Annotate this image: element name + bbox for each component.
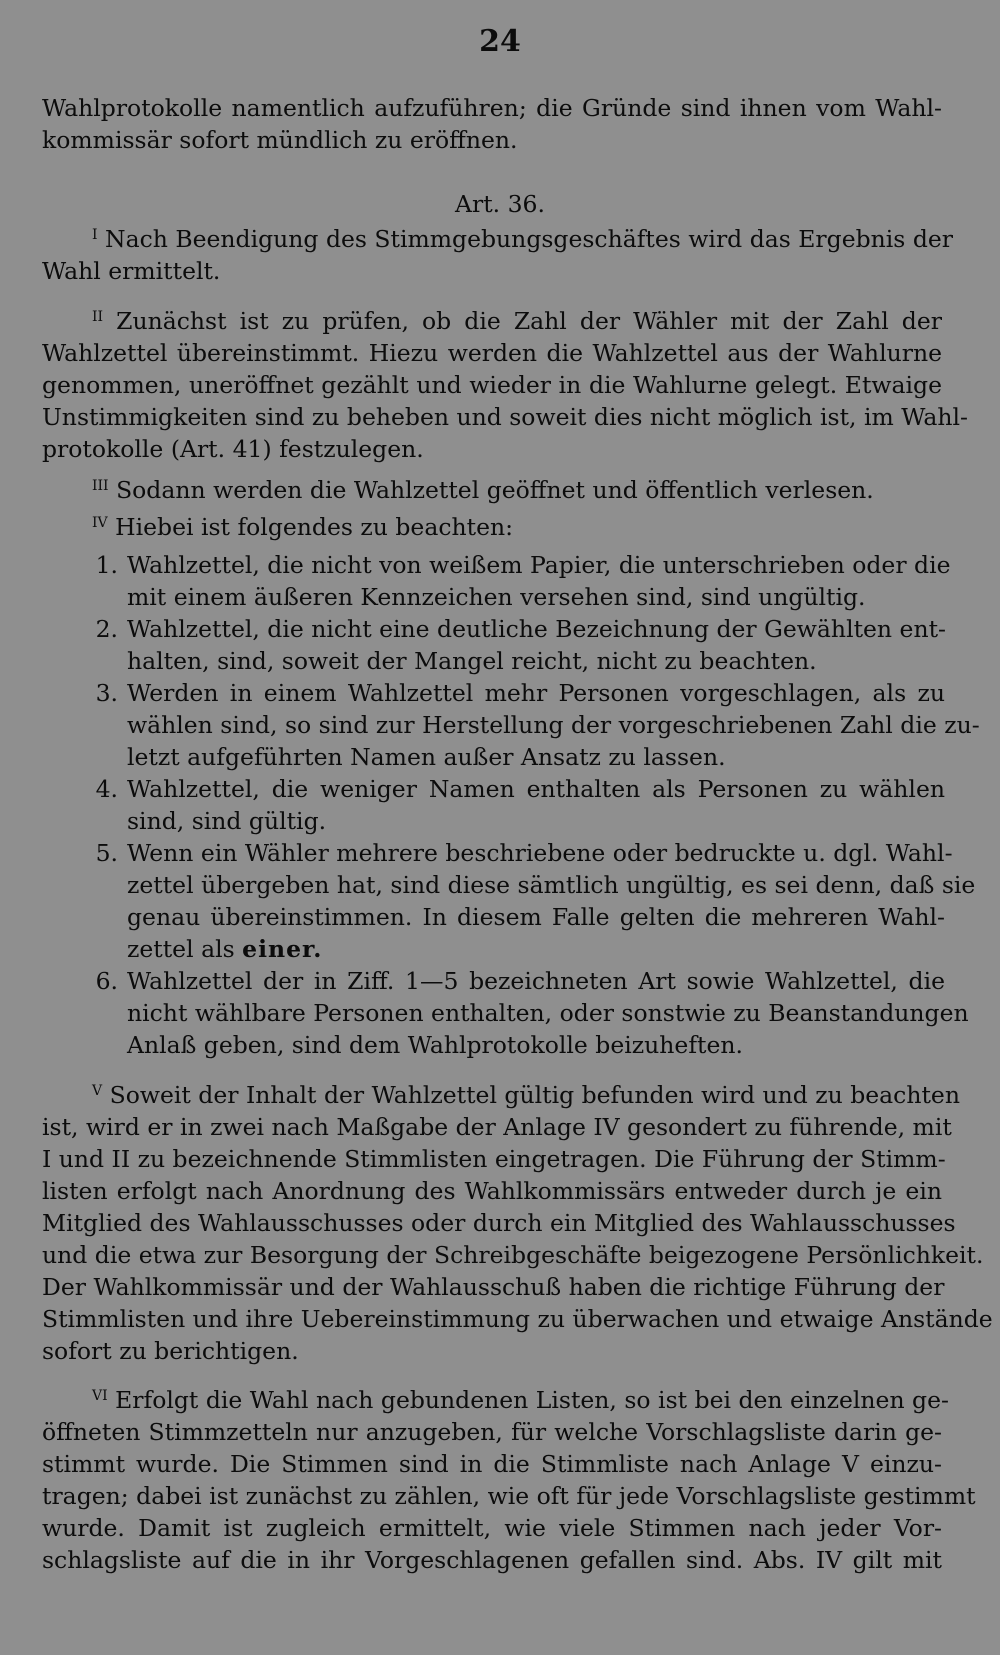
text-line: Der Wahlkommissär und der Wahlausschuß haben die richtige Führung der xyxy=(42,1273,945,1301)
text-line-content: Hiebei ist folgendes zu beachten: xyxy=(107,513,514,541)
paragraph-marker: I xyxy=(92,227,98,243)
text-line xyxy=(92,474,874,506)
list-number: 6. xyxy=(95,967,118,995)
text-line-prefix: zettel als xyxy=(127,935,235,963)
text-line: Wahlprotokolle namentlich aufzuführen; die Gründe sind ihnen vom Wahl- xyxy=(42,94,942,122)
text-line: halten, sind, soweit der Mangel reicht, nicht zu beachten. xyxy=(127,647,817,675)
list-number: 2. xyxy=(95,615,118,643)
text-line: Wahlzettel übereinstimmt. Hiezu werden die Wahlzettel aus der Wahlurne xyxy=(42,339,942,367)
text-line-bold-word xyxy=(127,933,322,965)
text-line: nicht wählbare Personen enthalten, oder sonstwie zu Beanstandungen xyxy=(127,999,969,1027)
text-line: Wahl ermittelt. xyxy=(42,257,221,285)
list-number: 3. xyxy=(95,679,118,707)
text-line: I und II zu bezeichnende Stimmlisten eingetragen. Die Führung der Stimm- xyxy=(42,1145,946,1173)
text-line: protokolle (Art. 41) festzulegen. xyxy=(42,435,424,463)
text-line: zettel übergeben hat, sind diese sämtlich ungültig, es sei denn, daß sie xyxy=(127,871,976,899)
text-line xyxy=(92,305,942,337)
page-number: 24 xyxy=(479,24,521,59)
text-line: letzt aufgeführten Namen außer Ansatz zu lassen. xyxy=(127,743,726,771)
text-line: Werden in einem Wahlzettel mehr Personen vorgeschlagen, als zu xyxy=(127,679,945,707)
text-line-content: Sodann werden die Wahlzettel geöffnet und öffentlich verlesen. xyxy=(108,476,874,504)
text-line: und die etwa zur Besorgung der Schreibgeschäfte beigezogene Persönlichkeit. xyxy=(42,1241,984,1269)
paragraph-marker: V xyxy=(92,1083,103,1099)
text-line-content: Erfolgt die Wahl nach gebundenen Listen, so ist bei den einzelnen ge- xyxy=(107,1386,949,1414)
text-line-content: Nach Beendigung des Stimmgebungsgeschäftes wird das Ergebnis der xyxy=(97,225,954,253)
article-heading: Art. 36. xyxy=(455,190,545,218)
paragraph-marker: IV xyxy=(92,515,108,531)
text-line: sofort zu berichtigen. xyxy=(42,1337,299,1365)
paragraph-marker: II xyxy=(92,309,104,325)
text-line: tragen; dabei ist zunächst zu zählen, wie oft für jede Vorschlagsliste gestimmt xyxy=(42,1482,976,1510)
paragraph-marker: VI xyxy=(92,1388,108,1404)
text-line-content: Zunächst ist zu prüfen, ob die Zahl der Wähler mit der Zahl der xyxy=(103,307,942,335)
text-line: stimmt wurde. Die Stimmen sind in die Stimmliste nach Anlage V einzu- xyxy=(42,1450,942,1478)
list-number: 1. xyxy=(95,551,118,579)
text-line: Mitglied des Wahlausschusses oder durch ein Mitglied des Wahlausschusses xyxy=(42,1209,956,1237)
paragraph-marker: III xyxy=(92,478,109,494)
text-line: ist, wird er in zwei nach Maßgabe der Anlage IV gesondert zu führende, mit xyxy=(42,1113,952,1141)
emphasized-word: einer. xyxy=(242,935,323,963)
text-line: kommissär sofort mündlich zu eröffnen. xyxy=(42,126,518,154)
text-line xyxy=(92,1079,960,1111)
text-line: wählen sind, so sind zur Herstellung der vorgeschriebenen Zahl die zu- xyxy=(127,711,980,739)
text-line: listen erfolgt nach Anordnung des Wahlkommissärs entweder durch je ein xyxy=(42,1177,942,1205)
text-line: Anlaß geben, sind dem Wahlprotokolle beizuheften. xyxy=(127,1031,743,1059)
text-line: wurde. Damit ist zugleich ermittelt, wie viele Stimmen nach jeder Vor- xyxy=(42,1514,942,1542)
text-line: sind, sind gültig. xyxy=(127,807,327,835)
text-line: Wahlzettel der in Ziff. 1—5 bezeichneten Art sowie Wahlzettel, die xyxy=(127,967,945,995)
text-line: mit einem äußeren Kennzeichen versehen sind, sind ungültig. xyxy=(127,583,866,611)
text-line: Wahlzettel, die nicht von weißem Papier, die unterschrieben oder die xyxy=(127,551,951,579)
text-line xyxy=(92,511,513,543)
text-line: Unstimmigkeiten sind zu beheben und soweit dies nicht möglich ist, im Wahl- xyxy=(42,403,968,431)
text-line: Wahlzettel, die nicht eine deutliche Bezeichnung der Gewählten ent- xyxy=(127,615,946,643)
text-line xyxy=(92,223,954,255)
text-line: genau übereinstimmen. In diesem Falle gelten die mehreren Wahl- xyxy=(127,903,945,931)
text-line: genommen, uneröffnet gezählt und wieder in die Wahlurne gelegt. Etwaige xyxy=(42,371,942,399)
text-line-content: Soweit der Inhalt der Wahlzettel gültig befunden wird und zu beachten xyxy=(102,1081,960,1109)
text-line xyxy=(92,1384,949,1416)
text-line: schlagsliste auf die in ihr Vorgeschlagenen gefallen sind. Abs. IV gilt mit xyxy=(42,1546,942,1574)
list-number: 4. xyxy=(95,775,118,803)
text-line: Stimmlisten und ihre Uebereinstimmung zu überwachen und etwaige Anstände xyxy=(42,1305,993,1333)
list-number: 5. xyxy=(95,839,118,867)
text-line: Wahlzettel, die weniger Namen enthalten als Personen zu wählen xyxy=(127,775,945,803)
text-line: öffneten Stimmzetteln nur anzugeben, für welche Vorschlagsliste darin ge- xyxy=(42,1418,942,1446)
text-line: Wenn ein Wähler mehrere beschriebene oder bedruckte u. dgl. Wahl- xyxy=(127,839,953,867)
